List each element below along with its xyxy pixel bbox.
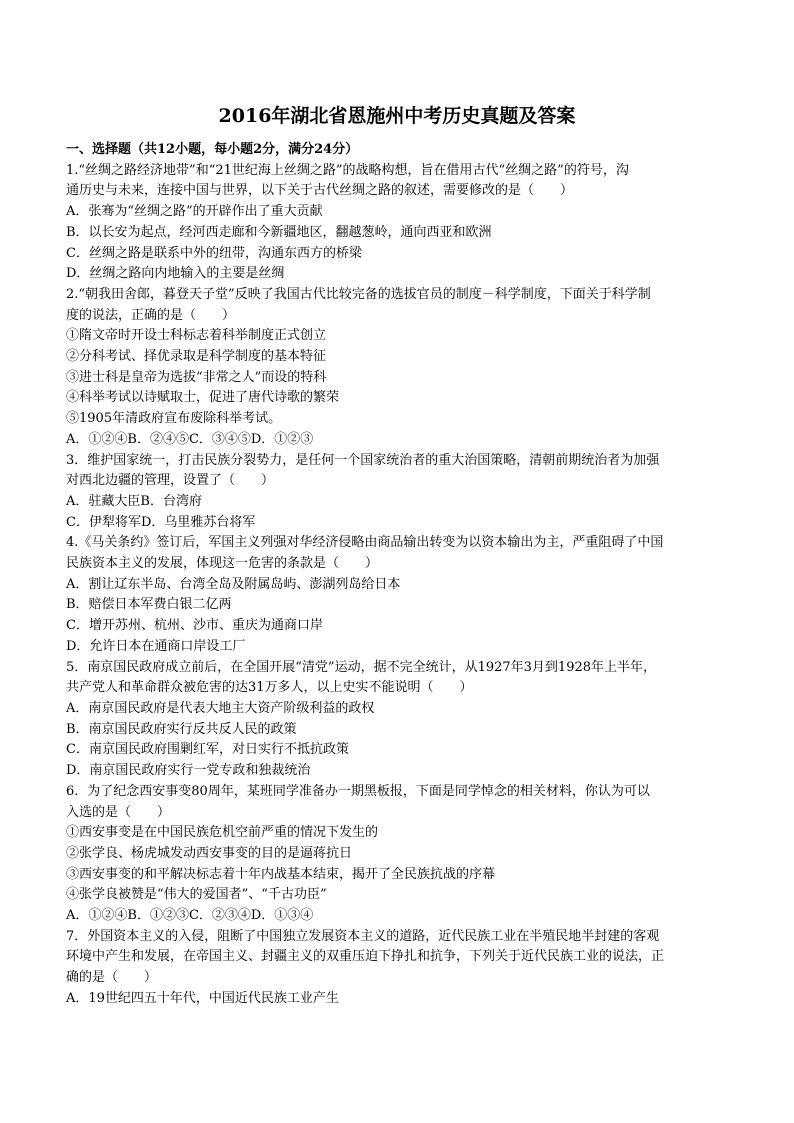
question-option: A．驻藏大臣B．台湾府 (66, 493, 202, 509)
question-stem-line: 确的是（ ） (66, 970, 158, 986)
question-option: C．南京国民政府围剿红军，对日实行不抵抗政策 (66, 742, 349, 758)
question-item (66, 782, 728, 927)
question-stem-line: 环境中产生和发展，在帝国主义、封疆主义的双重压迫下挣扎和抗争，下列关于近代民族工业的说法，正 (66, 949, 665, 965)
question-option: ③西安事变的和平解决标志着十年内战基本结束，揭开了全民族抗战的序幕 (66, 866, 496, 882)
question-option: D．允许日本在通商口岸设工厂 (66, 638, 246, 654)
question-stem-line: 共产党人和革命群众被危害的达31万多人，以上史实不能说明（ ） (66, 680, 473, 696)
question-option: B．南京国民政府实行反共反人民的政策 (66, 721, 297, 737)
question-option: ②张学良、杨虎城发动西安事变的目的是逼蒋抗日 (66, 845, 353, 861)
question-stem-line: 3．维护国家统一，打击民族分裂势力，是任何一个国家统治者的重大治国策略，清朝前期统治者为加强 (66, 452, 660, 468)
question-stem-line: 民族资本主义的发展，体现这一危害的条款是（ ） (66, 556, 379, 572)
question-option: A．①②④B．①②③C．②③④D．①③④ (66, 908, 314, 924)
question-option: ①隋文帝时开设士科标志着科举制度正式创立 (66, 328, 327, 344)
question-stem-line: 通历史与未来，连接中国与世界，以下关于古代丝绸之路的叙述，需要修改的是（ ） (66, 183, 574, 199)
question-item (66, 927, 728, 1010)
question-option: B．赔偿日本军费白银二亿两 (66, 597, 232, 613)
question-option: A．张骞为“丝绸之路”的开辟作出了重大贡献 (66, 204, 323, 220)
question-option: A．①②④B．②④⑤C．③④⑤D．①②③ (66, 431, 314, 447)
question-stem-line: 4.《马关条约》签订后，军国主义列强对华经济侵略由商品输出转变为以资本输出为主，严重阻碍了中国 (66, 535, 664, 551)
question-option: ④张学良被赞是“伟大的爱国者”、“千古功臣” (66, 887, 327, 903)
question-option: D．丝绸之路向内地输入的主要是丝绸 (66, 266, 285, 282)
question-option: A．割让辽东半岛、台湾全岛及附属岛屿、澎湖列岛给日本 (66, 576, 401, 592)
question-option: C．增开苏州、杭州、沙市、重庆为通商口岸 (66, 618, 323, 634)
question-item (66, 658, 728, 782)
question-option: A．南京国民政府是代表大地主大资产阶级利益的政权 (66, 700, 375, 716)
question-option: D．南京国民政府实行一党专政和独裁统治 (66, 763, 311, 779)
question-item (66, 451, 728, 534)
question-list (66, 140, 728, 1010)
question-option: ②分科考试、择优录取是科学制度的基本特征 (66, 349, 327, 365)
question-option: ③进士科是皇帝为选拔“非常之人”而设的特科 (66, 369, 327, 385)
question-stem-line: 2.“朝我田舍郎，暮登天子堂”反映了我国古代比较完备的选拔官员的制度－科学制度，下面关于科学制 (66, 286, 651, 302)
question-option: ①西安事变是在中国民族危机空前严重的情况下发生的 (66, 825, 379, 841)
question-option: ④科举考试以诗赋取士，促进了唐代诗歌的繁荣 (66, 390, 340, 406)
question-stem-line: 7．外国资本主义的入侵，阻断了中国独立发展资本主义的道路，近代民族工业在半殖民地半封建的客观 (66, 928, 660, 944)
question-item (66, 285, 728, 451)
section-heading: 一、选择题（共12小题，每小题2分，满分24分） (66, 142, 359, 157)
question-option: A．19世纪四五十年代，中国近代民族工业产生 (66, 990, 339, 1006)
question-stem-line: 度的说法，正确的是（ ） (66, 307, 236, 323)
question-stem-line: 6．为了纪念西安事变80周年，某班同学准备办一期黑板报，下面是同学悼念的相关材料，你认为可以 (66, 783, 650, 799)
question-option: C．丝绸之路是联系中外的纽带，沟通东西方的桥梁 (66, 245, 362, 261)
question-item (66, 161, 728, 285)
question-stem-line: 入选的是（ ） (66, 804, 171, 820)
question-stem-line: 1.“丝绸之路经济地带”和“21世纪海上丝绸之路”的战略构想，旨在借用古代“丝绸之路”的符号，沟 (66, 162, 629, 178)
document-title: 2016年湖北省恩施州中考历史真题及答案 (218, 105, 576, 127)
question-stem-line: 5．南京国民政府成立前后，在全国开展“清党”运动，据不完全统计，从1927年3月到1928年上半年， (66, 659, 657, 675)
question-stem-line: 对西北边疆的管理，设置了（ ） (66, 473, 275, 489)
question-item (66, 533, 728, 657)
question-option: B．以长安为起点，经河西走廊和今新疆地区，翻越葱岭，通向西亚和欧洲 (66, 224, 492, 240)
question-option: C．伊犁将军D．乌里雅苏台将军 (66, 514, 256, 530)
question-option: ⑤1905年清政府宣布废除科举考试。 (66, 411, 282, 427)
